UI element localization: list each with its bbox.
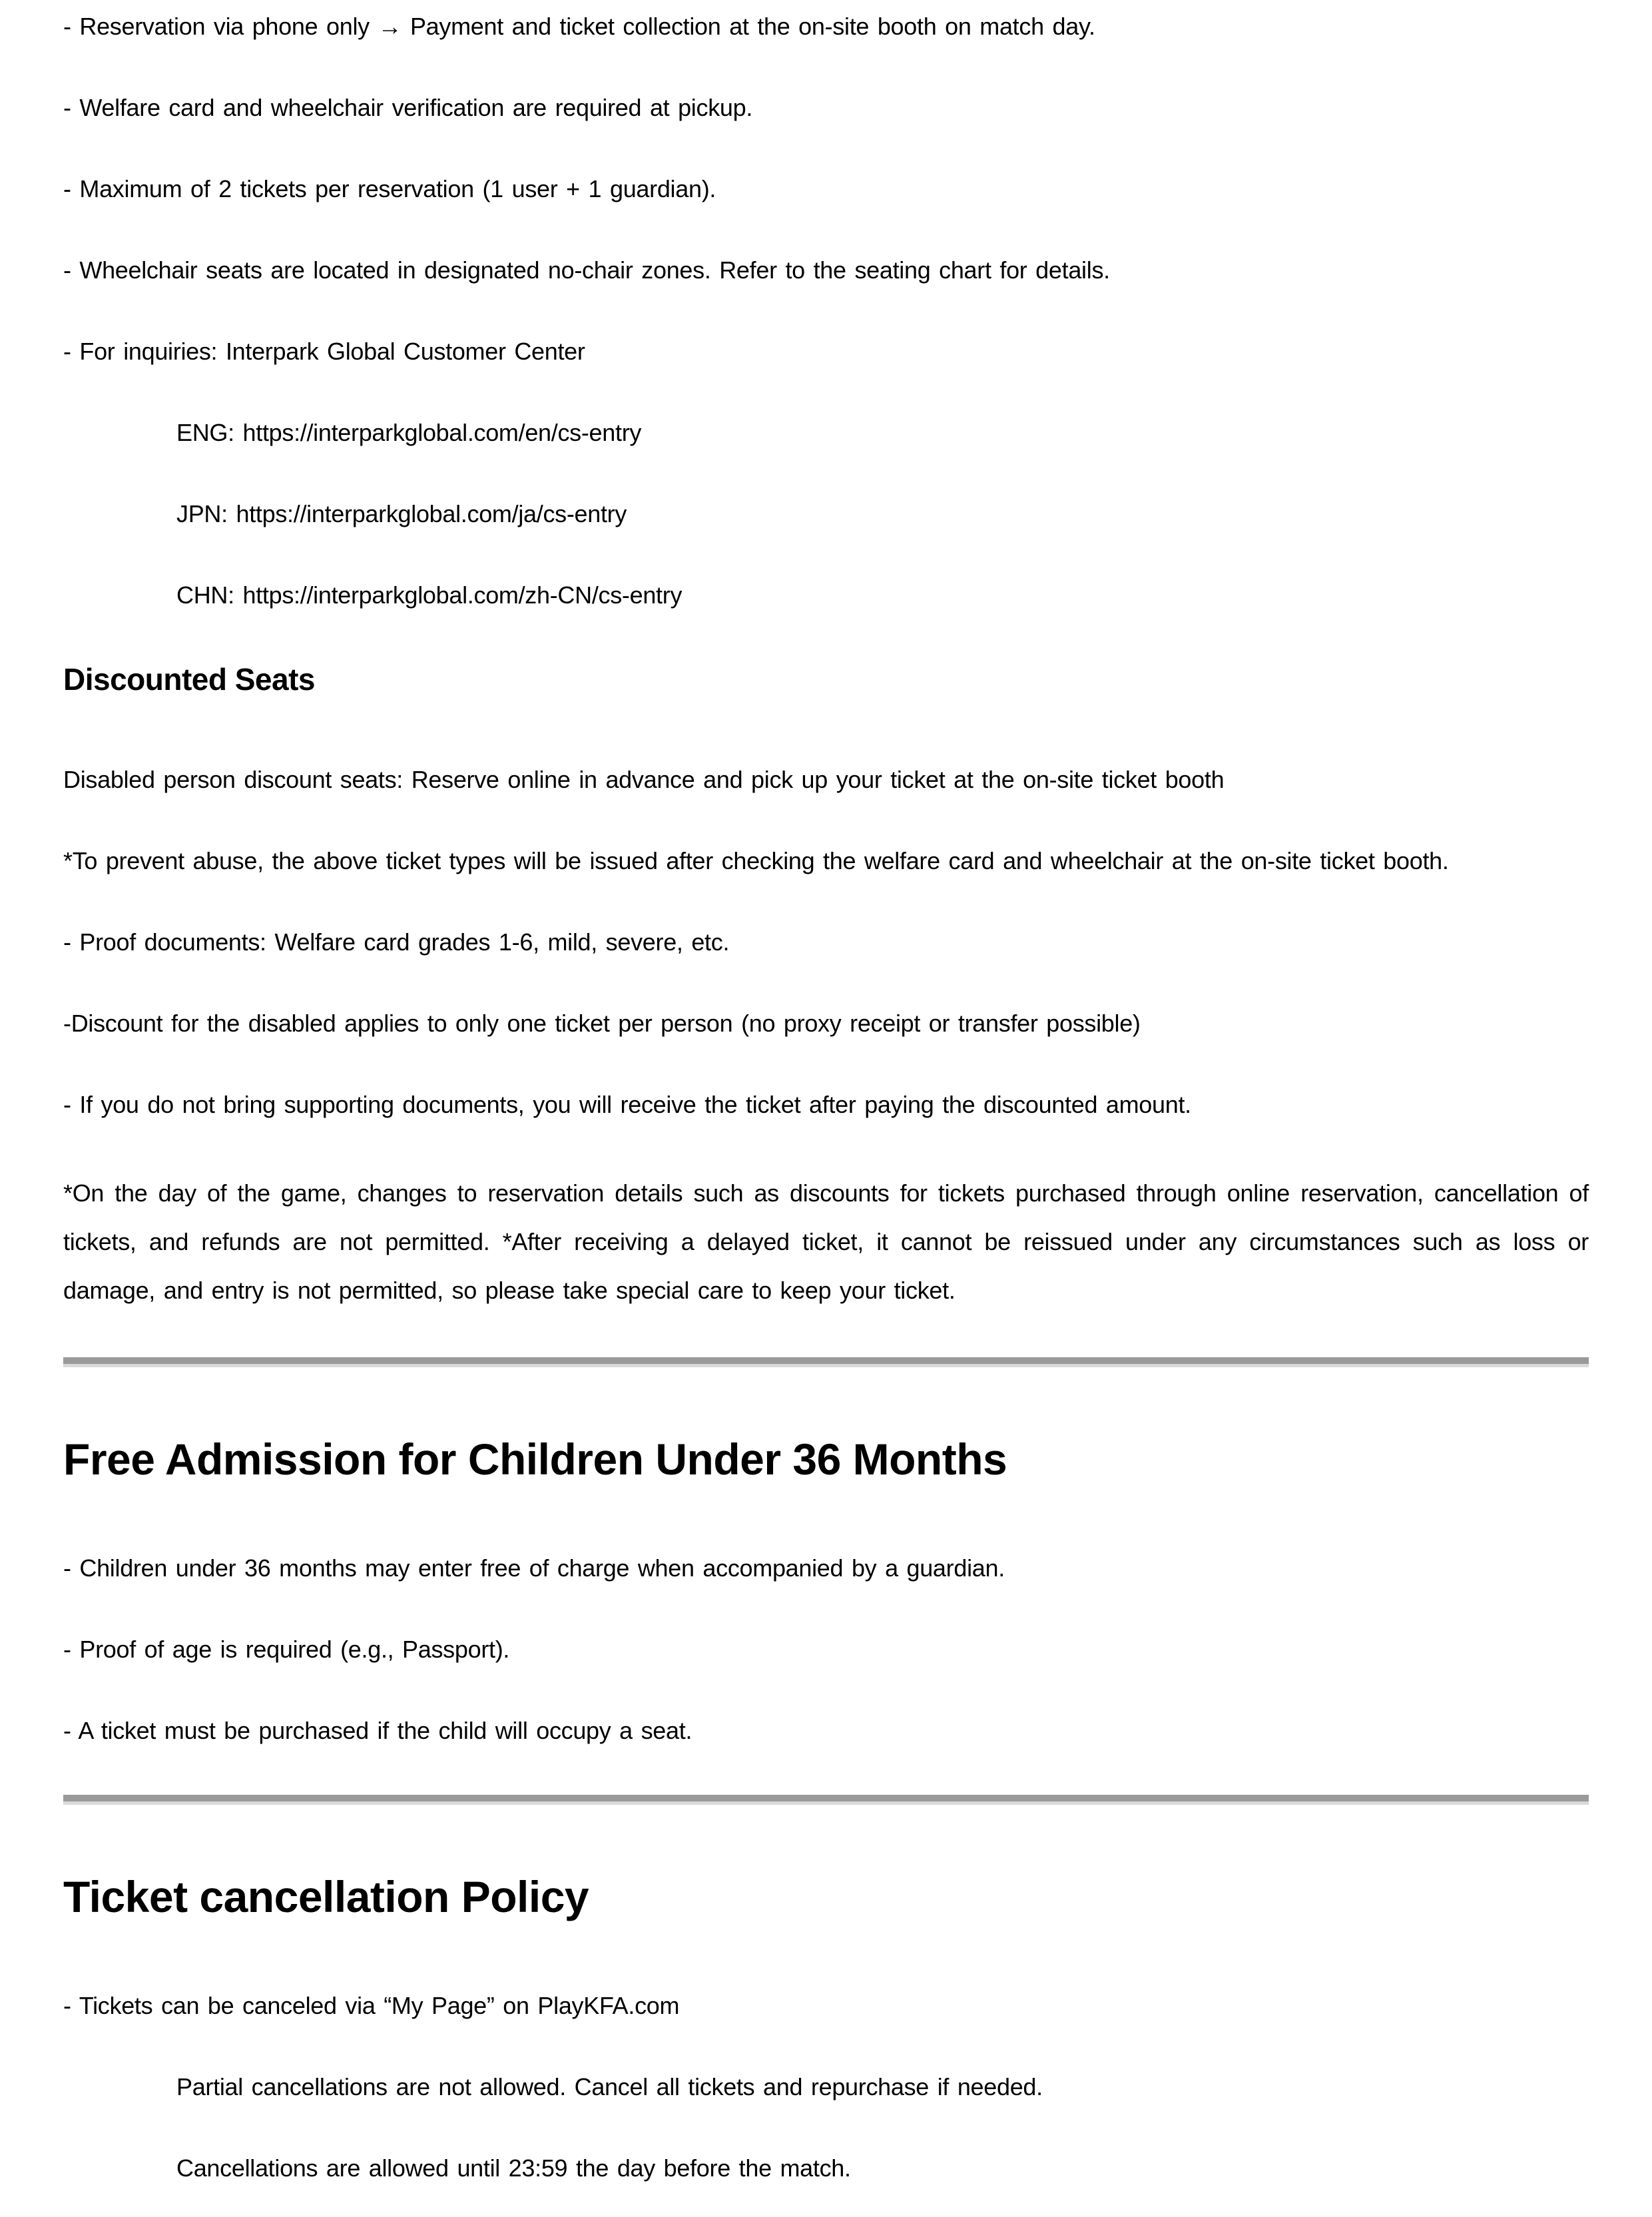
section-divider	[63, 1795, 1589, 1805]
match-day-notice-paragraph: *On the day of the game, changes to reservation details such as discounts for tickets purchased through online reservation, cancellation of tickets, and refunds are not permitted. *After receiving a delayed ticket, it cannot be reissued under any circumstances such as loss or damage, and entry is not permitted, so please take special care to keep your ticket.	[63, 1179, 1589, 1304]
discount-one-ticket-line: -Discount for the disabled applies to only one ticket per person (no proxy receipt or transfer possible)	[63, 1010, 1141, 1037]
free-admission-proof-age-bullet: - Proof of age is required (e.g., Passport).	[63, 1636, 510, 1663]
bullet-max-tickets: - Maximum of 2 tickets per reservation (1 user + 1 guardian).	[63, 175, 716, 202]
section-divider	[63, 1357, 1589, 1367]
bullet-welfare-verification: - Welfare card and wheelchair verification are required at pickup.	[63, 94, 753, 121]
contact-link-jpn: JPN: https://interparkglobal.com/ja/cs-entry	[176, 500, 627, 527]
free-admission-seat-bullet: - A ticket must be purchased if the child will occupy a seat.	[63, 1717, 692, 1744]
bullet-reservation-phone: - Reservation via phone only → Payment and ticket collection at the on-site booth on match day.	[63, 13, 1095, 40]
cancellation-partial-line: Partial cancellations are not allowed. Cancel all tickets and repurchase if needed.	[176, 2073, 1043, 2100]
cancellation-deadline-line: Cancellations are allowed until 23:59 the day before the match.	[176, 2154, 851, 2182]
bullet-inquiries: - For inquiries: Interpark Global Customer Center	[63, 338, 585, 365]
contact-link-chn: CHN: https://interparkglobal.com/zh-CN/cs-entry	[176, 581, 683, 609]
discount-proof-documents-line: - Proof documents: Welfare card grades 1-6, mild, severe, etc.	[63, 928, 730, 956]
discount-no-documents-line: - If you do not bring supporting documents, you will receive the ticket after paying the discounted amount.	[63, 1091, 1191, 1118]
discount-prevent-abuse-line: *To prevent abuse, the above ticket types will be issued after checking the welfare card and wheelchair at the on-site ticket booth.	[63, 847, 1449, 874]
discounted-seats-heading: Discounted Seats	[63, 662, 315, 697]
free-admission-guardian-bullet: - Children under 36 months may enter free of charge when accompanied by a guardian.	[63, 1554, 1005, 1582]
contact-link-eng: ENG: https://interparkglobal.com/en/cs-entry	[176, 419, 642, 446]
free-admission-heading: Free Admission for Children Under 36 Months	[63, 1434, 1007, 1484]
bullet-wheelchair-seats: - Wheelchair seats are located in designated no-chair zones. Refer to the seating chart for details.	[63, 256, 1110, 284]
cancellation-policy-heading: Ticket cancellation Policy	[63, 1872, 589, 1921]
discount-reserve-online-line: Disabled person discount seats: Reserve online in advance and pick up your ticket at the on-site ticket booth	[63, 766, 1225, 793]
cancellation-mypage-bullet: - Tickets can be canceled via “My Page” on PlayKFA.com	[63, 1992, 680, 2019]
